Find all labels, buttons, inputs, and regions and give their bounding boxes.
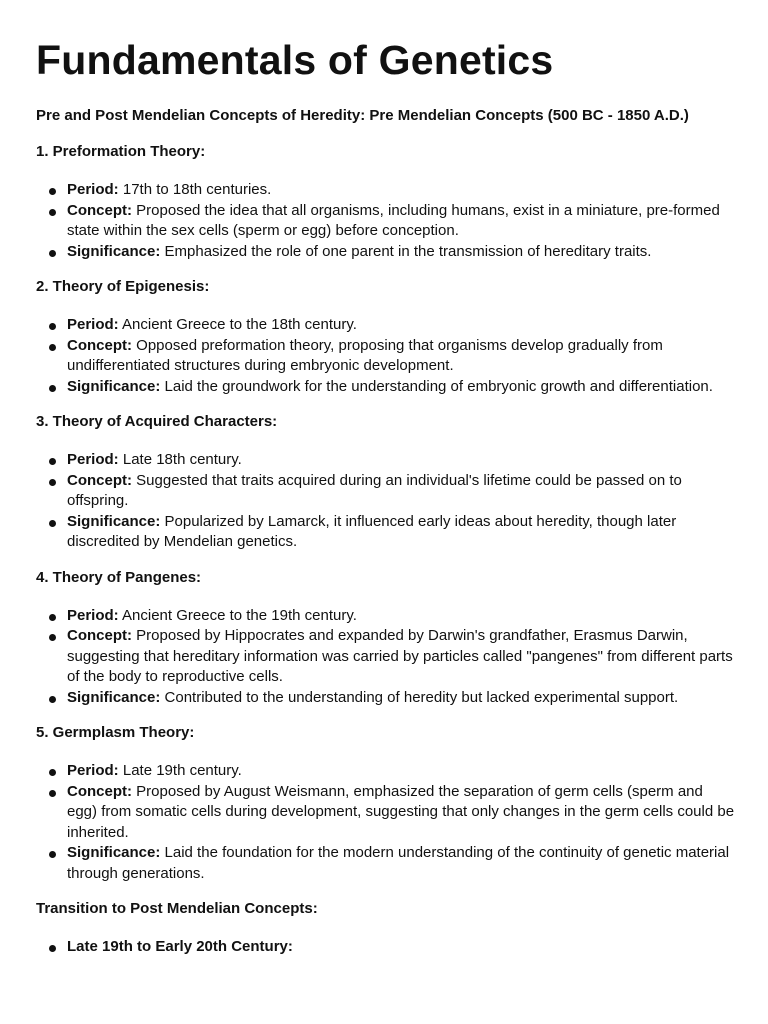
list-item	[36, 512, 736, 553]
item-text: Laid the groundwork for the understanding of embryonic growth and differentiation.	[160, 377, 713, 395]
item-label: Period:	[67, 762, 119, 779]
bullet-list	[36, 450, 736, 553]
item-text: Ancient Greece to the 19th century.	[118, 606, 357, 624]
bullet-icon	[49, 209, 56, 216]
item-text: Laid the foundation for the modern understanding of the continuity of genetic material through generations.	[67, 844, 730, 882]
list-item	[36, 242, 736, 263]
bullet-icon	[49, 458, 56, 465]
document-page	[36, 34, 736, 973]
bullet-icon	[49, 385, 56, 392]
bullet-icon	[49, 945, 56, 952]
section-heading: 1. Preformation Theory:	[36, 143, 206, 160]
item-label: Concept:	[67, 201, 132, 219]
page-subtitle: Pre and Post Mendelian Concepts of Heredity: Pre Mendelian Concepts (500 BC - 1850 A.D.)	[36, 107, 689, 124]
item-label: Period:	[67, 316, 119, 333]
section-heading: 3. Theory of Acquired Characters:	[36, 413, 278, 430]
item-text: 17th to 18th centuries.	[118, 181, 272, 198]
page-title: Fundamentals of Genetics	[36, 37, 554, 83]
bullet-icon	[49, 769, 56, 776]
item-label: Concept:	[67, 782, 132, 800]
section-transition-post-mendelian	[36, 899, 736, 958]
bullet-icon	[49, 851, 56, 858]
list-item	[36, 937, 736, 958]
bullet-list	[36, 937, 736, 958]
item-label: Significance:	[67, 377, 161, 395]
item-label: Period:	[67, 606, 119, 624]
item-label: Significance:	[67, 512, 161, 530]
bullet-icon	[49, 520, 56, 527]
bullet-icon	[49, 344, 56, 351]
bullet-icon	[49, 188, 56, 195]
bullet-icon	[49, 250, 56, 257]
list-item	[36, 336, 736, 377]
list-item	[36, 626, 736, 688]
section-preformation-theory	[36, 142, 736, 262]
item-label: Significance:	[67, 844, 161, 861]
list-item	[36, 782, 736, 844]
item-text: Suggested that traits acquired during an individual's lifetime could be passed on to offspring.	[67, 471, 682, 509]
item-label: Concept:	[67, 471, 132, 489]
list-item	[36, 377, 736, 398]
section-heading: 2. Theory of Epigenesis:	[36, 278, 210, 295]
item-text: Late 18th century.	[118, 451, 242, 468]
list-item	[36, 471, 736, 512]
bullet-list	[36, 606, 736, 709]
bullet-list	[36, 315, 736, 397]
section-theory-of-epigenesis	[36, 277, 736, 397]
item-label: Concept:	[67, 627, 132, 644]
item-text: Late 19th century.	[118, 762, 242, 779]
item-text: Emphasized the role of one parent in the transmission of hereditary traits.	[160, 242, 652, 260]
list-item	[36, 761, 736, 782]
item-label: Period:	[67, 181, 119, 198]
item-text: Proposed by Hippocrates and expanded by Darwin's grandfather, Erasmus Darwin, suggesting that hereditary information was carried by particles called "pangenes" from different parts of the body to reproductive cells.	[67, 627, 733, 685]
list-item	[36, 843, 736, 884]
section-heading: Transition to Post Mendelian Concepts:	[36, 900, 318, 917]
section-germplasm-theory	[36, 723, 736, 884]
item-text: Proposed the idea that all organisms, including humans, exist in a miniature, pre-formed state within the sex cells (sperm or egg) before conception.	[67, 201, 720, 239]
section-theory-of-pangenes	[36, 568, 736, 709]
list-item	[36, 315, 736, 336]
list-item	[36, 450, 736, 471]
bullet-icon	[49, 323, 56, 330]
list-item	[36, 606, 736, 627]
item-label: Period:	[67, 451, 119, 468]
item-text: Proposed by August Weismann, emphasized the separation of germ cells (sperm and egg) from somatic cells during development, suggesting that only changes in the germ cells could be inherited.	[67, 782, 735, 841]
bullet-icon	[49, 696, 56, 703]
item-text: Popularized by Lamarck, it influenced early ideas about heredity, though later discredited by Mendelian genetics.	[67, 512, 677, 550]
bullet-list	[36, 761, 736, 884]
section-heading: 5. Germplasm Theory:	[36, 724, 195, 741]
list-item	[36, 688, 736, 709]
bullet-icon	[49, 634, 56, 641]
item-text: Contributed to the understanding of heredity but lacked experimental support.	[160, 688, 679, 706]
item-text: Opposed preformation theory, proposing that organisms develop gradually from undifferentiated structures during embryonic development.	[67, 336, 663, 374]
section-theory-of-acquired-characters	[36, 412, 736, 553]
item-label: Significance:	[67, 242, 161, 260]
item-text: Ancient Greece to the 18th century.	[118, 316, 357, 333]
list-item	[36, 180, 736, 201]
list-item	[36, 201, 736, 242]
section-heading: 4. Theory of Pangenes:	[36, 568, 202, 586]
item-label: Significance:	[67, 688, 161, 706]
item-label: Concept:	[67, 336, 132, 354]
bullet-list	[36, 180, 736, 262]
bullet-icon	[49, 790, 56, 797]
bullet-icon	[49, 479, 56, 486]
item-label: Late 19th to Early 20th Century:	[67, 938, 293, 955]
bullet-icon	[49, 614, 56, 621]
